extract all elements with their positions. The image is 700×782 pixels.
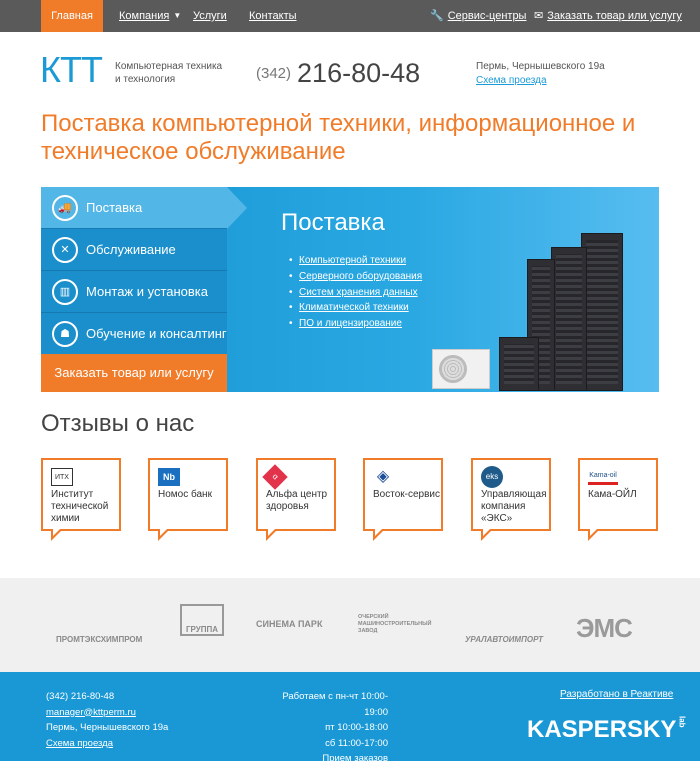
kaspersky-wordmark: KASPERSKY	[527, 716, 677, 743]
review-text: Номос банк	[158, 489, 212, 500]
ith-logo-icon: ИТХ	[51, 468, 73, 486]
services-banner	[41, 187, 659, 392]
vostok-logo-icon: ◈	[376, 468, 390, 485]
review-text: Альфа центр здоровья	[266, 489, 328, 512]
footer-developer	[560, 689, 673, 700]
partner-logo[interactable]	[465, 604, 543, 644]
envelope-icon: ✉	[534, 10, 544, 22]
partner-logo[interactable]	[576, 604, 632, 644]
hours-line: сб 11:00-17:00	[325, 737, 388, 749]
review-card[interactable]	[363, 458, 443, 531]
server-icon: ▥	[52, 279, 78, 305]
nav-service-centers-label: Сервис-центры	[447, 10, 527, 22]
review-text: Институт технической химии	[51, 489, 109, 524]
footer-contacts	[46, 689, 168, 751]
kaspersky-lab: lab	[677, 716, 687, 728]
chevron-down-icon: ▼	[173, 11, 182, 20]
menu-item-label: Поставка	[86, 200, 143, 215]
panel-list-item[interactable]	[289, 300, 422, 316]
footer-map-link[interactable]: Схема проезда	[46, 737, 114, 749]
hours-line: пт 10:00-18:00	[325, 722, 388, 733]
menu-item-label: Обучение и консалтинг	[86, 326, 227, 341]
fan-icon	[439, 355, 467, 383]
panel-list-item[interactable]	[289, 316, 422, 332]
nav-order-link[interactable]	[534, 0, 682, 32]
review-card[interactable]	[148, 458, 228, 531]
hours-line: Работаем с пн-чт 10:00-19:00	[282, 691, 388, 718]
review-text: Кама-ОЙЛ	[588, 489, 637, 500]
footer-address: Пермь, Чернышевского 19а	[46, 722, 169, 733]
review-text: Управляющая компания «ЭКС»	[481, 489, 547, 524]
menu-item-delivery[interactable]	[41, 187, 227, 229]
top-nav	[0, 0, 700, 32]
nav-service-centers-link[interactable]	[430, 0, 526, 32]
logo[interactable]	[40, 49, 102, 90]
wrench-icon: 🔧	[430, 10, 444, 22]
server-unit-image	[499, 337, 539, 391]
panel-list	[289, 253, 422, 332]
nav-company-link[interactable]	[119, 0, 181, 32]
menu-item-installation[interactable]	[41, 271, 227, 313]
server-rack-image	[551, 247, 587, 391]
partner-logo[interactable]	[180, 604, 224, 636]
air-conditioner-image	[432, 349, 490, 389]
panel-title: Поставка	[281, 209, 385, 236]
footer-email-link[interactable]: manager@kttperm.ru	[46, 706, 136, 718]
phone-code: (342)	[256, 65, 292, 82]
menu-item-service[interactable]	[41, 229, 227, 271]
partner-logo[interactable]	[256, 604, 322, 644]
eks-logo-icon: eks	[481, 466, 503, 488]
nav-home-link[interactable]: Главная	[41, 0, 103, 32]
partner-logo[interactable]	[56, 604, 142, 644]
footer-phone: (342) 216-80-48	[46, 691, 115, 702]
partner-name: ПРОМТЭКСХИМПРОМ	[56, 635, 143, 644]
tools-icon: ✕	[52, 237, 78, 263]
person-icon: ☗	[52, 321, 78, 347]
panel-link[interactable]: ПО и лицензирование	[299, 318, 402, 330]
panel-list-item[interactable]	[289, 285, 422, 301]
kaspersky-logo[interactable]	[527, 716, 686, 744]
review-card[interactable]	[256, 458, 336, 531]
phone-number: 216-80-48	[297, 58, 421, 88]
nav-services-link[interactable]: Услуги	[193, 10, 227, 22]
kama-oil-logo-icon: Kama-oil	[588, 470, 618, 485]
menu-item-label: Монтаж и установка	[86, 284, 209, 299]
partner-name: ГРУППА	[185, 625, 219, 634]
review-card[interactable]	[41, 458, 121, 531]
order-button[interactable]: Заказать товар или услугу	[41, 354, 227, 392]
nomos-logo-icon: Nb	[158, 468, 180, 486]
partner-name: СИНЕМА ПАРК	[256, 619, 323, 629]
reviews-title: Отзывы о нас	[41, 410, 195, 437]
truck-icon: 🚚	[52, 195, 78, 221]
services-menu	[41, 187, 227, 354]
panel-link[interactable]: Систем хранения данных	[299, 286, 418, 298]
page-headline: Поставка компьютерной техники, информационное и техническое обслуживание	[41, 110, 636, 165]
panel-list-item[interactable]	[289, 269, 422, 285]
hours-line: Прием заказов круглосуточно	[322, 753, 388, 780]
nav-order-label: Заказать товар или услугу	[547, 10, 682, 22]
logo-k: К	[40, 49, 60, 90]
panel-link[interactable]: Компьютерной техники	[299, 255, 407, 266]
review-text: Восток-сервис	[373, 489, 440, 500]
tagline: Компьютерная техника и технология	[115, 61, 223, 85]
partner-name: УРАЛАВТОИМПОРТ	[465, 635, 543, 644]
footer-hours	[262, 689, 388, 782]
panel-link[interactable]: Климатической техники	[299, 302, 409, 314]
header-address: Пермь, Чернышевского 19а	[476, 61, 605, 72]
review-card[interactable]	[578, 458, 658, 531]
footer	[0, 672, 700, 780]
partner-name: ЭМС	[576, 613, 632, 643]
partner-name: ОЧЕРСКИЙ МАШИНОСТРОИТЕЛЬНЫЙ ЗАВОД	[358, 613, 432, 634]
nav-contacts-link[interactable]: Контакты	[249, 10, 297, 22]
map-link[interactable]: Схема проезда	[476, 75, 547, 86]
logo-tt: ТТ	[59, 49, 102, 90]
server-rack-image	[581, 233, 623, 391]
menu-item-training[interactable]	[41, 313, 227, 355]
panel-list-item[interactable]	[289, 253, 422, 269]
panel-link[interactable]: Серверного оборудования	[299, 270, 423, 282]
alfa-logo-icon: α	[262, 464, 287, 489]
review-card[interactable]	[471, 458, 551, 531]
active-arrow	[227, 187, 247, 229]
partners-strip	[0, 578, 700, 672]
developer-link[interactable]: Разработано в Реактиве	[560, 689, 674, 700]
header-phone	[256, 58, 420, 89]
nav-company-label: Компания	[119, 10, 170, 22]
partner-logo[interactable]	[358, 604, 438, 644]
menu-item-label: Обслуживание	[86, 242, 176, 257]
